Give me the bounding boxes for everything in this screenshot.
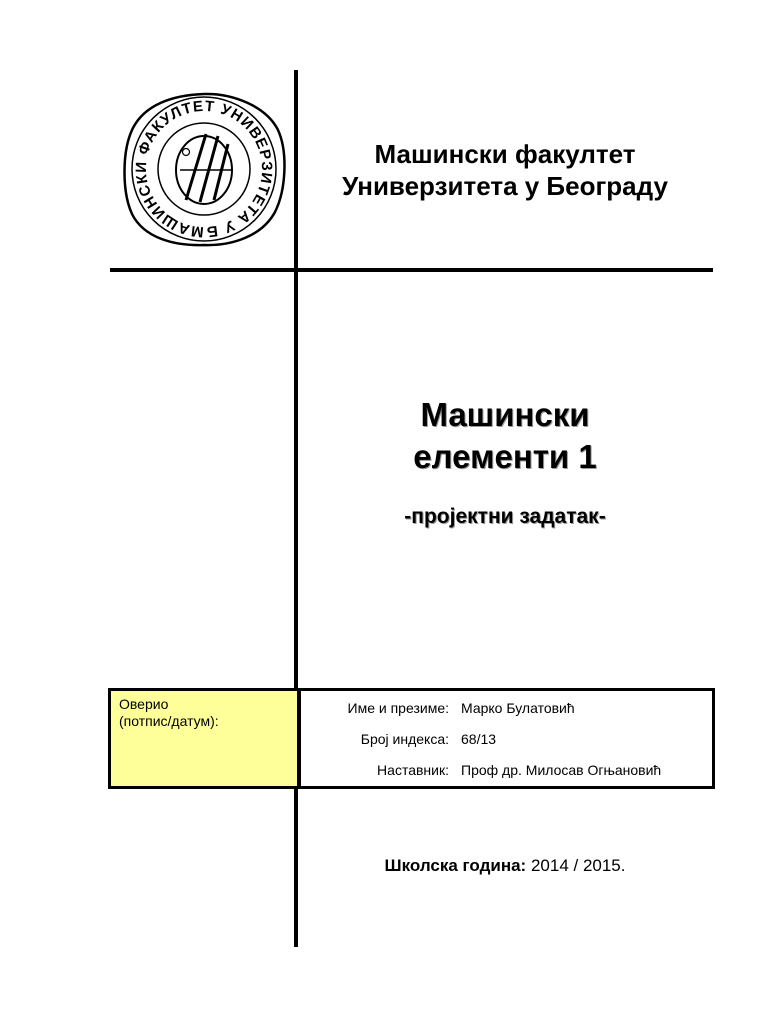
document-title-line2: елементи 1 [413,438,597,475]
info-value: 68/13 [461,731,497,747]
faculty-name [300,138,710,202]
info-box [108,688,715,789]
school-year-separator: : [520,856,527,875]
faculty-name-line1: Машински факултет [374,139,636,169]
horizontal-rule [110,268,713,272]
document-title-line1: Машински [420,396,590,433]
faculty-seal-icon [120,90,288,248]
verification-label-line2: (потпис/датум): [119,713,219,729]
info-label: Број индекса: [360,731,449,747]
info-row-name [301,697,715,719]
info-value: Марко Булатовић [461,700,575,716]
svg-text:МАШИНСКИ ФАКУЛТЕТ УНИВЕРЗИТЕТА: МАШИНСКИ ФАКУЛТЕТ УНИВЕРЗИТЕТА У Б [132,97,276,241]
school-year-value: 2014 / 2015. [530,856,626,875]
faculty-name-line2: Универзитета у Београду [342,171,668,201]
info-row-index [301,728,715,750]
vertical-rule [294,70,298,947]
document-title [300,394,710,478]
document-subtitle: -пројектни задатак- [404,505,606,528]
verification-label-line1: Оверио [119,696,169,712]
info-label: Име и презиме: [347,700,449,716]
info-row-teacher [301,759,715,781]
info-value: Проф др. Милосав Огњановић [461,762,662,778]
school-year-label: Школска година [384,856,521,875]
info-label: Наставник: [377,762,449,778]
verification-cell [111,691,299,786]
school-year [300,856,710,876]
